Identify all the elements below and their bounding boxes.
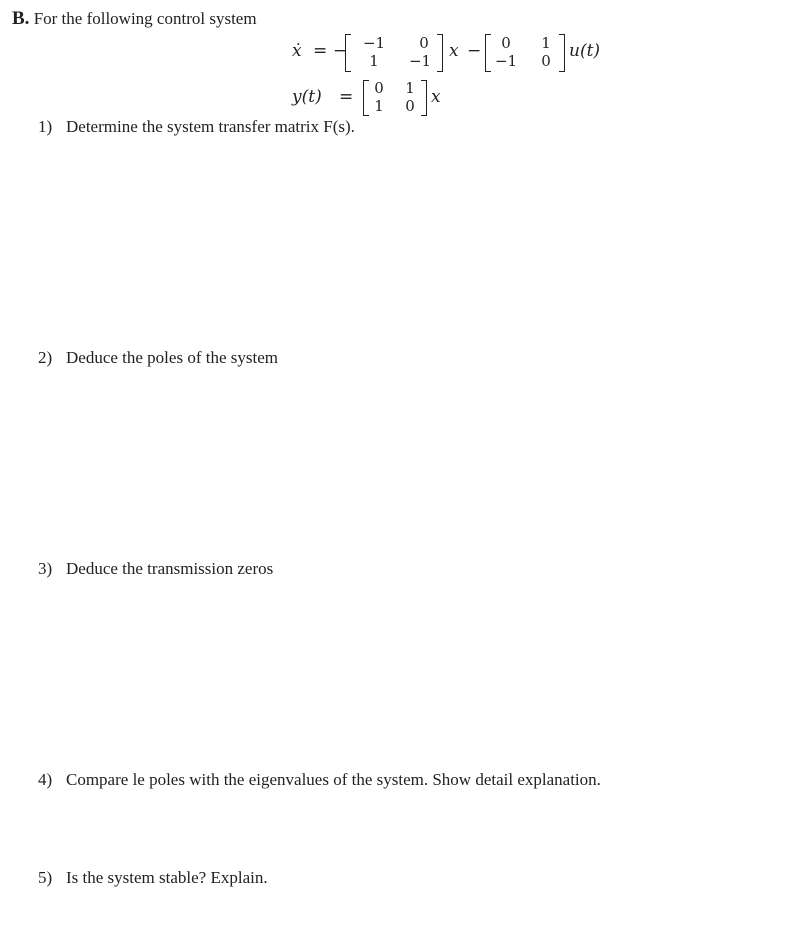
matrix-b-cell: −1 bbox=[494, 52, 518, 70]
question-4 bbox=[38, 770, 601, 790]
problem-intro: For the following control system bbox=[33, 9, 257, 28]
matrix-c-cell: 0 bbox=[374, 79, 384, 97]
matrix-a-cell: −1 bbox=[408, 52, 432, 70]
equals-sign: = bbox=[313, 41, 328, 61]
matrix-c bbox=[363, 80, 427, 116]
question-number: 5) bbox=[38, 868, 53, 887]
matrix-c-cell: 1 bbox=[374, 97, 384, 115]
question-text: Compare le poles with the eigenvalues of the system. Show detail explanation. bbox=[66, 770, 601, 789]
section-label: B. bbox=[12, 8, 30, 29]
problem-header bbox=[12, 8, 257, 30]
state-x: x bbox=[431, 87, 441, 107]
matrix-a-cell: −1 bbox=[362, 34, 386, 52]
question-3 bbox=[38, 559, 273, 579]
output-y: y(t) bbox=[292, 87, 322, 107]
matrix-c-cell: 0 bbox=[405, 97, 415, 115]
question-number: 2) bbox=[38, 348, 53, 367]
question-number: 3) bbox=[38, 559, 53, 578]
input-u: u(t) bbox=[569, 41, 601, 61]
matrix-b bbox=[485, 34, 565, 72]
question-number: 1) bbox=[38, 117, 53, 136]
question-2 bbox=[38, 348, 278, 368]
matrix-b-cell: 0 bbox=[541, 52, 551, 70]
matrix-b-cell: 1 bbox=[541, 34, 551, 52]
question-text: Determine the system transfer matrix F(s). bbox=[66, 117, 355, 136]
minus-sign: − bbox=[467, 41, 482, 61]
question-text: Is the system stable? Explain. bbox=[66, 868, 268, 887]
question-5 bbox=[38, 868, 268, 888]
question-text: Deduce the transmission zeros bbox=[66, 559, 274, 578]
question-number: 4) bbox=[38, 770, 53, 789]
matrix-a-cell: 1 bbox=[369, 52, 379, 70]
question-text: Deduce the poles of the system bbox=[66, 348, 278, 367]
question-1 bbox=[38, 117, 355, 137]
matrix-a-cell: 0 bbox=[419, 34, 429, 52]
equals-sign: = bbox=[339, 87, 354, 107]
xdot-symbol: ẋ bbox=[292, 41, 302, 61]
matrix-c-cell: 1 bbox=[405, 79, 415, 97]
minus-sign: − bbox=[333, 41, 348, 61]
matrix-b-cell: 0 bbox=[501, 34, 511, 52]
matrix-a bbox=[345, 34, 443, 72]
state-x: x bbox=[449, 41, 459, 61]
